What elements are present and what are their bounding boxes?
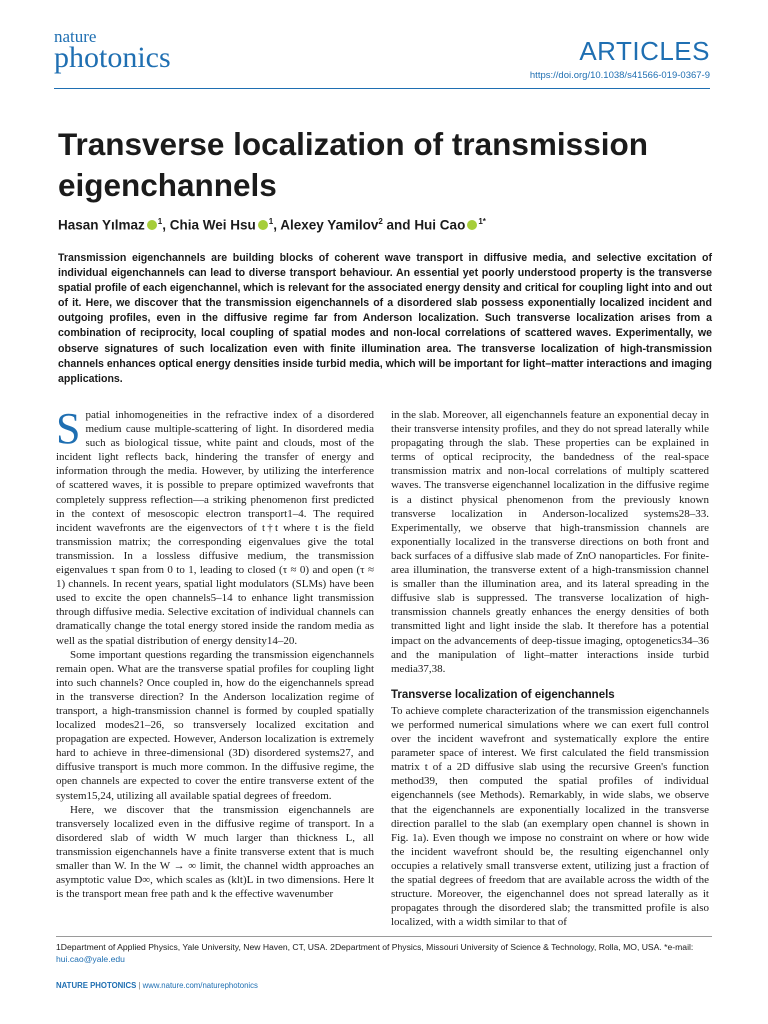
author-affiliation: 1	[268, 217, 274, 226]
body-paragraph: To achieve complete characterization of the transmission eigenchannels we performed numerical simulations where we can exert full control over the incident wavefront and systematically explore the entire parameter space of interest. We first calculated the field transmission matrix t of a 2D diffusive slab using the recursive Green's function method39, then computed the spatial profiles of individual eigenchannels (see Methods). Remarkably, in wide slabs, we observe that the eigenchannels are exponentially localized in the transverse direction parallel to the slab (an exemplary open channel is shown in Fig. 1a). Even though we impose no constraint on where or how wide the incident wavefront should be, the resulting eigenchannel only occupies a relatively small transverse extent, utilizing just a fraction of the spatial degrees of freedom that are available across the width of the structure. Moreover, the eigenchannel does not spread laterally as it propagates through the disordered slab; the transmitted profile is also localized, with a width similar to that of	[391, 704, 709, 929]
orcid-icon[interactable]	[147, 220, 157, 230]
author-affiliation: 2	[378, 217, 383, 226]
body-paragraph: in the slab. Moreover, all eigenchannels feature an exponential decay in their transverse intensity profiles, and they do not spread laterally while propagating through the slab. These properties can be explained in terms of optical reciprocity, the bandedness of the real-space transmission matrix and non-local correlations of multiply scattered waves. The transverse eigenchannel localization in the diffusive regime is a distinct physical phenomenon from the previously known transverse localization in Anderson-localized systems28–33. Experimentally, we observe that high-transmission channels are exponentially localized in the transverse directions on both front and back surfaces of a diffusive slab made of ZnO nanoparticles. For finite-area illumination, the transverse extent of a high-transmission channel is smaller than the illumination area, and its lateral spreading in the diffusive slab is suppressed. The transverse localization of high-transmission channels greatly enhances the energy densities of both transmitted light and light inside the slab. It therefore has a potential impact on the advancements of deep-tissue imaging, optogenetics34–36 and the manipulation of light–matter interactions inside turbid media37,38.	[391, 409, 709, 675]
page-footer	[56, 981, 258, 990]
drop-cap: S	[56, 404, 81, 453]
body-paragraph: Here, we discover that the transmission eigenchannels are transversely localized even in the diffusive regime of transport. In a disordered slab of width W much larger than thickness L, all transmission eigenchannels have a finite transverse extent that is much smaller than W. In the W → ∞ limit, the channel width approaches an asymptotic value D∞, which scales as (klt)L in two dimensions. Here lt is the transport mean free path and k the effective wavenumber	[56, 803, 374, 901]
journal-logo[interactable]	[54, 28, 171, 73]
email-link[interactable]: hui.cao@yale.edu	[56, 954, 125, 965]
paragraph-text: patial inhomogeneities in the refractive index of a disordered medium cause multiple-scattering of light. In disordered media such as biological tissue, white paint and clouds, most of the incident light reflects back, hindering the transfer of energy and information through the media. However, by utilizing the interference of scattered waves, it is possible to prepare optimized wavefronts that completely suppress reflection—a striking phenomenon first predicted in the context of mesoscopic electron transport1–4. The required incident wavefronts are the eigenvectors of t†t where t is the field transmission matrix; the corresponding eigenvalues give the total transmission. In a lossless diffusive medium, the transmission eigenvalues τ span from 0 to 1, leading to closed (τ ≈ 0) and open (τ ≈ 1) channels. In recent years, spatial light modulators (SLMs) have been used to excite the open channels5–14 to enhance light transmission through diffusive media. Selective excitation of individual channels can dramatically change the total energy stored inside the random media as well as the spatial distribution of energy density14–20.	[56, 409, 374, 647]
author-affiliation: 1	[157, 217, 163, 226]
author-separator: ,	[162, 217, 170, 233]
author-name[interactable]: Chia Wei Hsu	[169, 217, 256, 233]
author-name[interactable]: Hui Cao	[414, 217, 466, 233]
body-column-left	[56, 404, 374, 901]
author-separator: ,	[273, 217, 281, 233]
author-list	[58, 217, 486, 233]
logo-photonics: photonics	[54, 41, 171, 74]
author-name[interactable]: Hasan Yılmaz	[58, 217, 145, 233]
section-label: ARTICLES	[579, 36, 710, 66]
footer-url[interactable]: www.nature.com/naturephotonics	[142, 981, 258, 990]
author-separator: and	[382, 217, 415, 233]
body-paragraph	[56, 404, 374, 648]
footer-journal: NATURE PHOTONICS	[56, 981, 137, 990]
body-paragraph: Some important questions regarding the transmission eigenchannels remain open. What are the transverse spatial profiles for coupling light into such channels? Once coupled in, how do the eigenchannels spread in the transverse direction? In the Anderson localization regime of transport, a high-transmission channel is formed by coupled spatially localized modes21–26, so transversely localized excitation and propagation are expected. However, Anderson localization is extremely hard to achieve in three-dimensional (3D) disordered systems27, and diffusive transport is much more common. In the diffusive regime, the open channels are expected to cover the entire transverse extent of the system15,24, utilizing all available spatial degrees of freedom.	[56, 648, 374, 802]
footer-separator: |	[138, 981, 141, 990]
header-rule	[54, 88, 710, 89]
footnote-text: 1Department of Applied Physics, Yale University, New Haven, CT, USA. 2Department of Physics, Missouri University of Science & Technology, Rolla, MO, USA. *e-mail:	[56, 942, 694, 952]
doi-link[interactable]: https://doi.org/10.1038/s41566-019-0367-9	[529, 70, 710, 81]
section-heading: Transverse localization of eigenchannels	[391, 688, 615, 701]
affiliations-footnote	[56, 941, 706, 966]
abstract: Transmission eigenchannels are building blocks of coherent wave transport in diffusive media, and selective excitation of individual eigenchannels can lead to diverse transport behaviour. An essential yet poorly understood property is the transverse spatial profile of each eigenchannel, which is relevant for the associated energy density and critical for coupling light into and out of it. Here, we discover that the transmission eigenchannels of a disordered slab possess exponentially localized incident and outgoing profiles, even in the diffusive regime far from Anderson localization. Such transverse localization arises from a combination of reciprocity, local coupling of spatial modes and non-local correlations of scattered waves. Experimentally, we observe signatures of such localization even with finite illumination area. The transverse localization of high-transmission channels enhances optical energy densities inside turbid media, which will be important for light–matter interactions and imaging applications.	[58, 252, 712, 385]
body-column-right	[391, 408, 709, 929]
orcid-icon[interactable]	[258, 220, 268, 230]
orcid-icon[interactable]	[467, 220, 477, 230]
article-title: Transverse localization of transmission eigenchannels	[58, 126, 648, 203]
article-header	[530, 36, 710, 81]
author-affiliation: 1*	[478, 217, 486, 226]
author-name[interactable]: Alexey Yamilov	[280, 217, 379, 233]
footnote-rule	[56, 936, 712, 937]
logo-nature: nature	[54, 27, 97, 46]
